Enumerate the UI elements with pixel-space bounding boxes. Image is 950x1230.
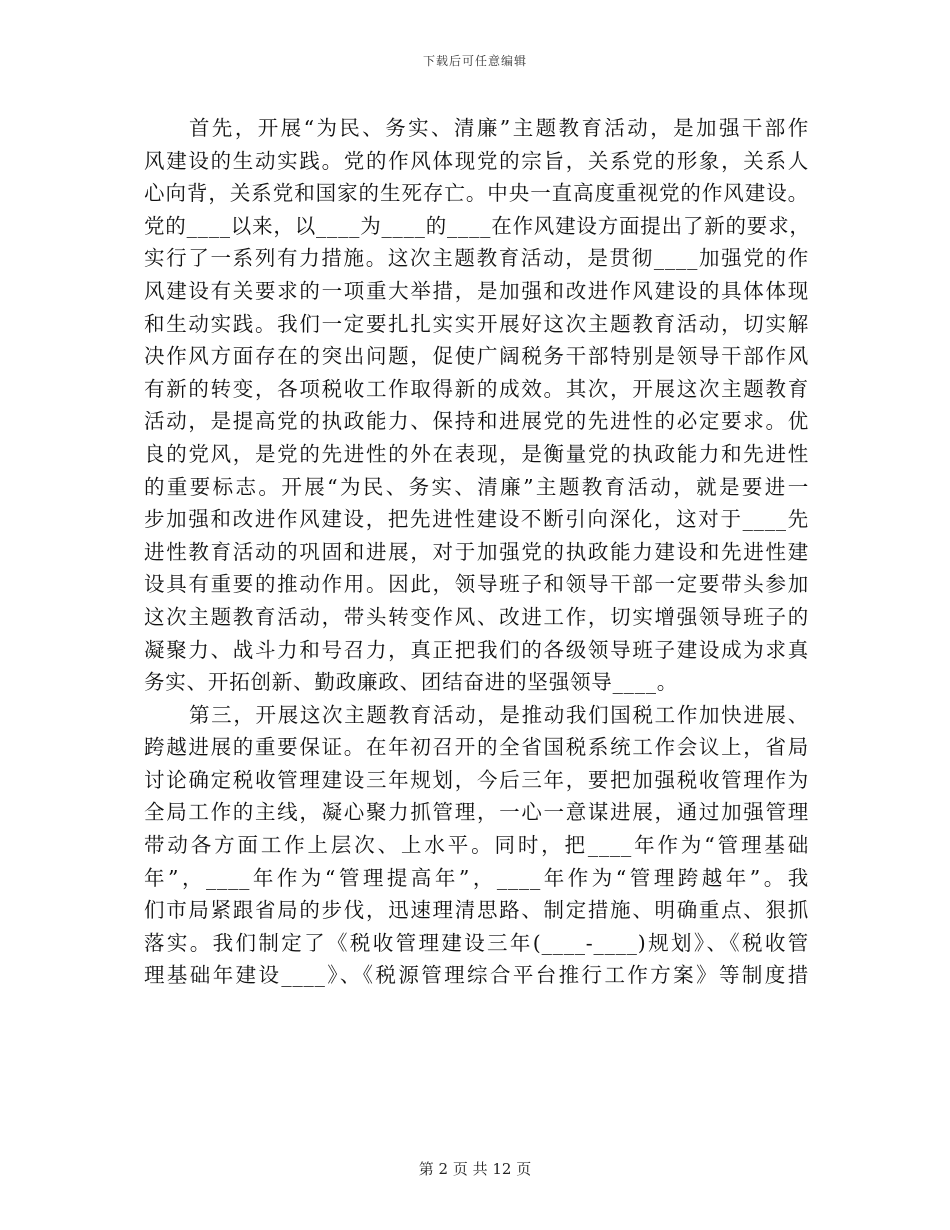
- body-line: 设具有重要的推动作用。因此，领导班子和领导干部一定要带头参加: [144, 572, 809, 597]
- body-line: 理基础年建设____》、《税源管理综合平台推行工作方案》等制度措: [144, 963, 809, 988]
- body-line: 这次主题教育活动，带头转变作风、改进工作，切实增强领导班子的: [144, 604, 809, 629]
- body-line: 实行了一系列有力措施。这次主题教育活动，是贯彻____加强党的作: [144, 246, 809, 271]
- body-line: 风建设有关要求的一项重大举措，是加强和改进作风建设的具体体现: [144, 278, 809, 303]
- body-line: 带动各方面工作上层次、上水平。同时，把____年作为“管理基础: [144, 833, 809, 858]
- page-number: 第 2 页 共 12 页: [418, 1160, 532, 1178]
- body-line: 讨论确定税收管理建设三年规划，今后三年，要把加强税收管理作为: [144, 767, 809, 792]
- body-line: 年”，____年作为“管理提高年”，____年作为“管理跨越年”。我: [144, 865, 809, 890]
- body-line: 首先，开展“为民、务实、清廉”主题教育活动，是加强干部作: [189, 116, 809, 140]
- page-header-note: 下载后可任意编辑: [422, 54, 527, 68]
- body-line: 跨越进展的重要保证。在年初召开的全省国税系统工作会议上，省局: [144, 735, 809, 760]
- document-body: [144, 112, 809, 992]
- body-line: 活动，是提高党的执政能力、保持和进展党的先进性的必定要求。优: [144, 409, 809, 434]
- body-line: 风建设的生动实践。党的作风体现党的宗旨，关系党的形象，关系人: [144, 148, 809, 173]
- body-line: 落实。我们制定了《税收管理建设三年(____-____)规划》、《税收管: [144, 930, 809, 955]
- body-line: 凝聚力、战斗力和号召力，真正把我们的各级领导班子建设成为求真: [144, 637, 809, 662]
- body-line: 务实、开拓创新、勤政廉政、团结奋进的坚强领导____。: [144, 670, 679, 695]
- body-line: 和生动实践。我们一定要扎扎实实开展好这次主题教育活动，切实解: [144, 311, 809, 336]
- body-line: 全局工作的主线，凝心聚力抓管理，一心一意谋进展，通过加强管理: [144, 800, 809, 825]
- body-line: 步加强和改进作风建设，把先进性建设不断引向深化，这对于____先: [144, 507, 809, 532]
- body-line: 们市局紧跟省局的步伐，迅速理清思路、制定措施、明确重点、狠抓: [144, 898, 809, 923]
- body-line: 良的党风，是党的先进性的外在表现，是衡量党的执政能力和先进性: [144, 441, 809, 466]
- body-line: 党的____以来，以____为____的____在作风建设方面提出了新的要求，: [144, 213, 811, 238]
- body-line: 进性教育活动的巩固和进展，对于加强党的执政能力建设和先进性建: [144, 539, 809, 564]
- body-line: 的重要标志。开展“为民、务实、清廉”主题教育活动，就是要进一: [144, 474, 809, 499]
- body-line: 心向背，关系党和国家的生死存亡。中央一直高度重视党的作风建设。: [144, 181, 809, 206]
- body-line: 第三，开展这次主题教育活动，是推动我们国税工作加快进展、: [189, 702, 809, 727]
- body-line: 决作风方面存在的突出问题，促使广阔税务干部特别是领导干部作风: [144, 344, 809, 369]
- body-line: 有新的转变，各项税收工作取得新的成效。其次，开展这次主题教育: [144, 376, 809, 401]
